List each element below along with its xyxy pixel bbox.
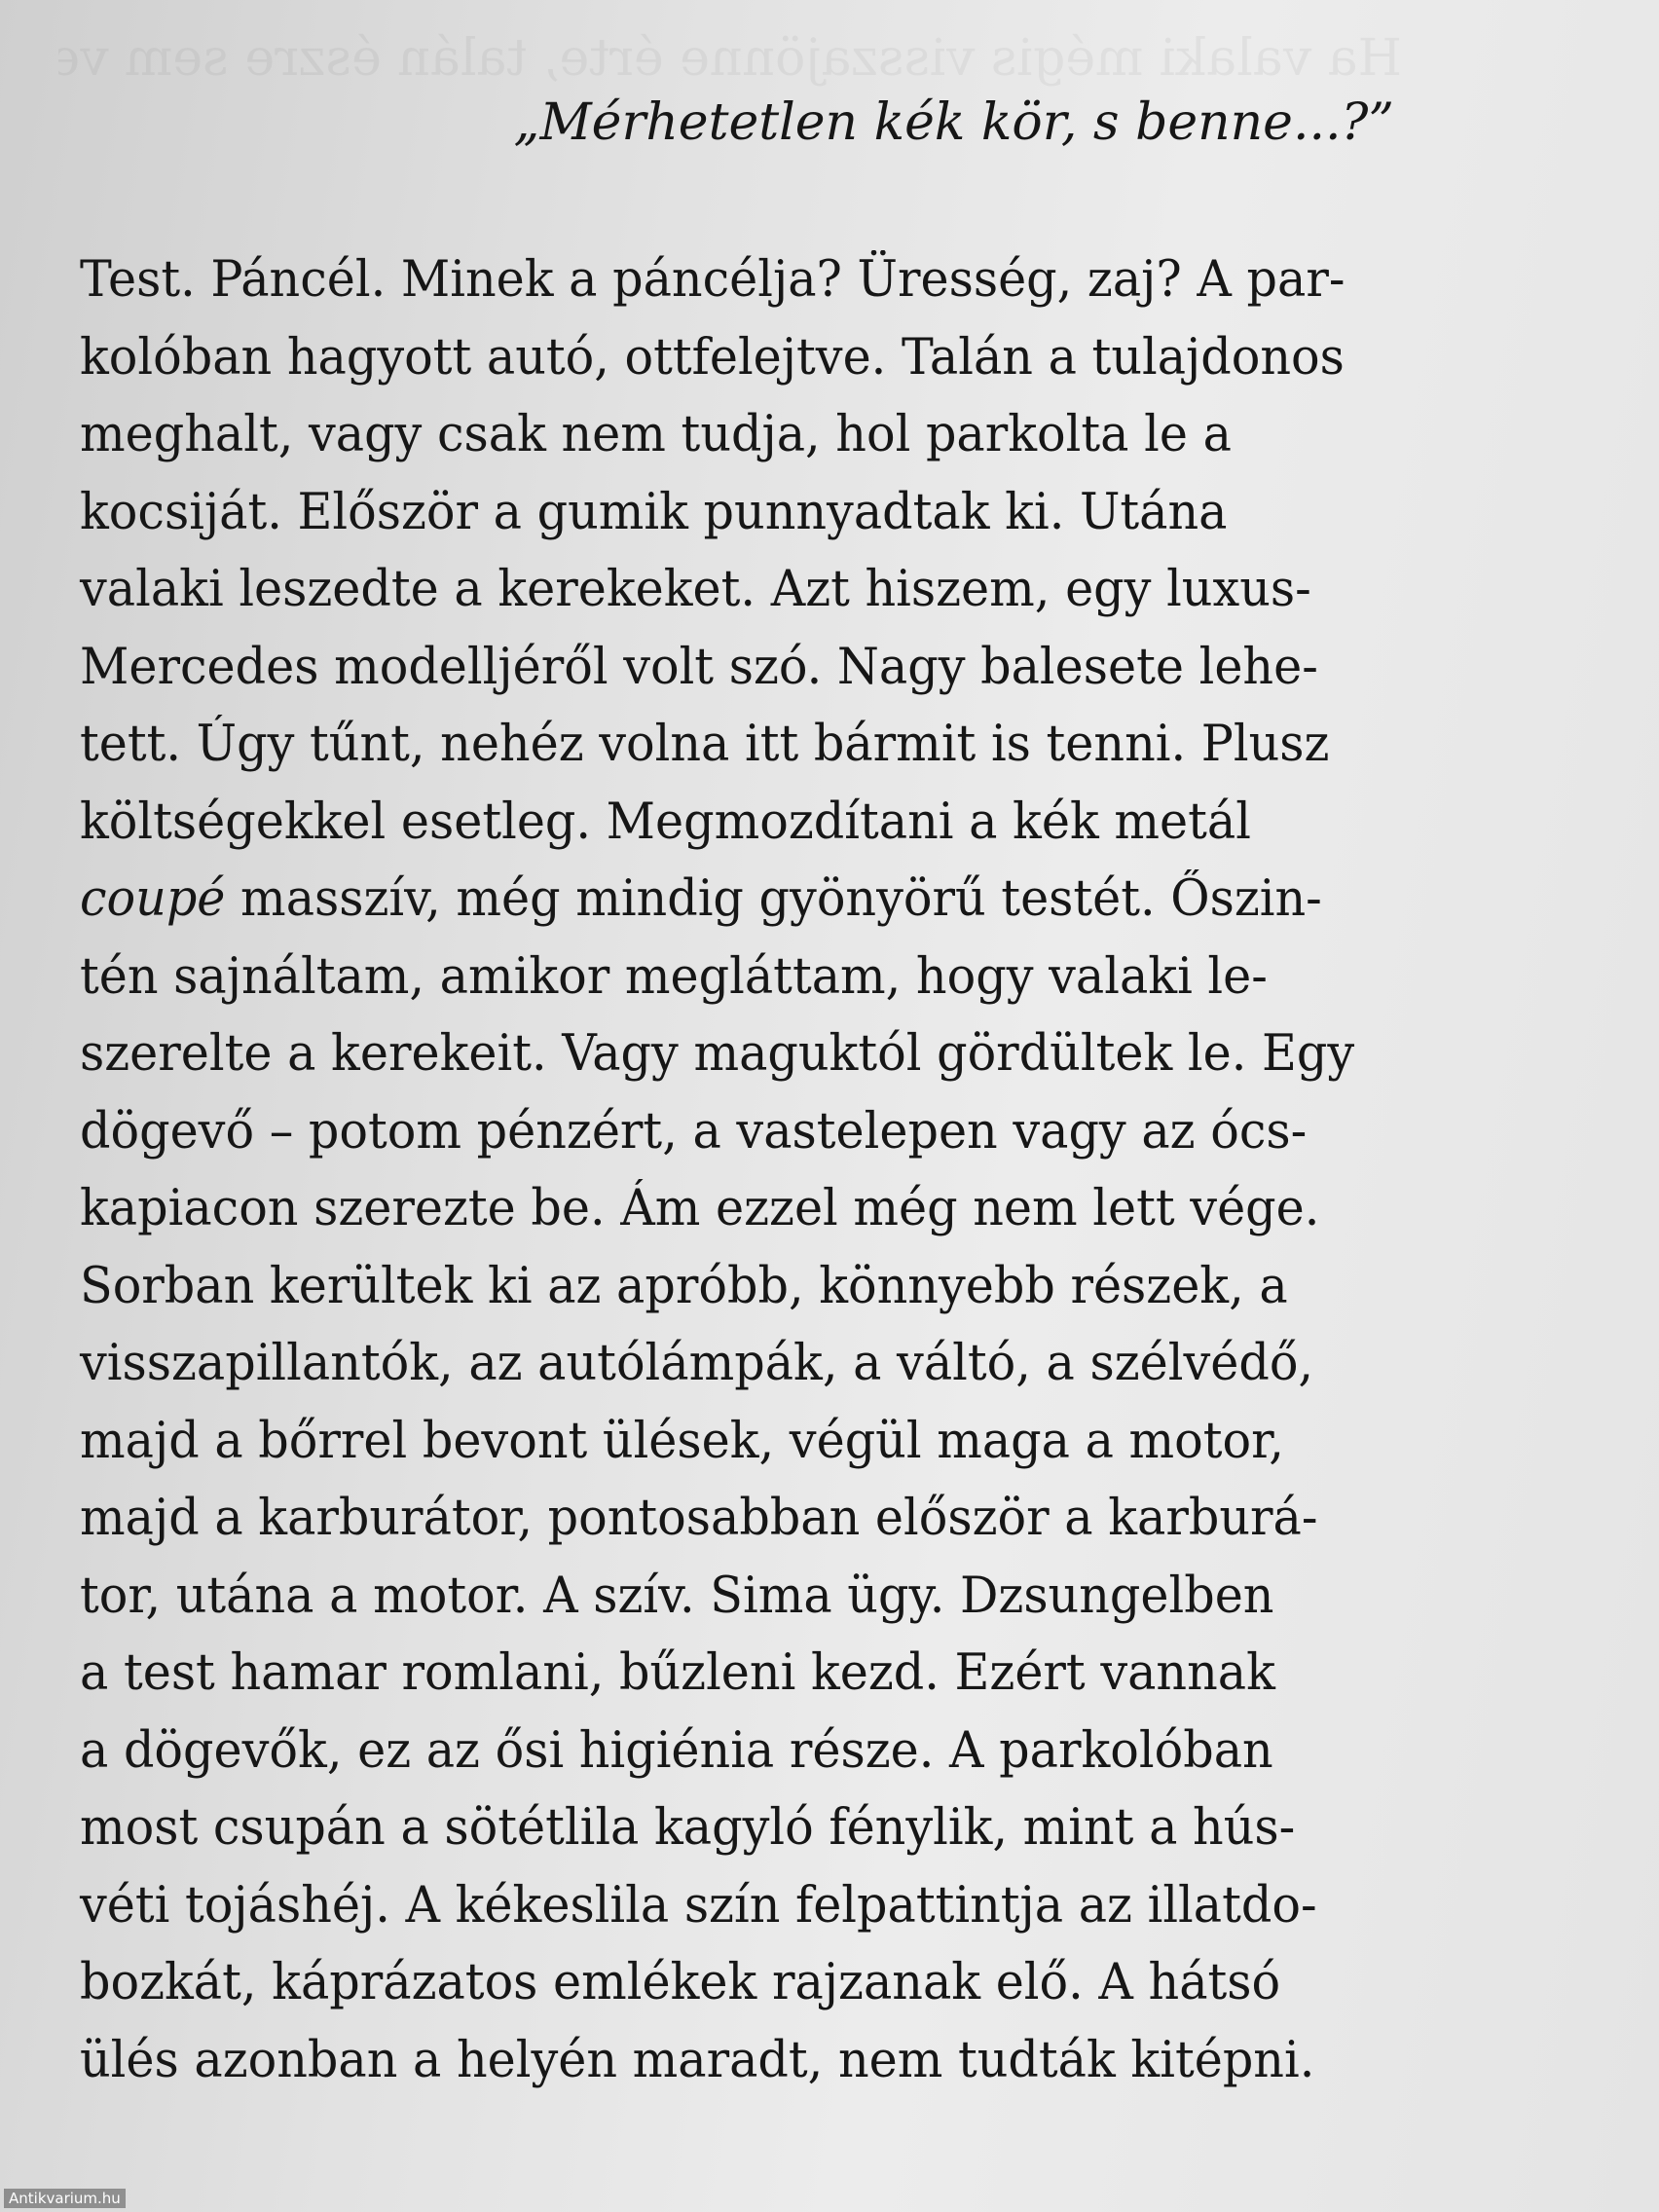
- text-segment: meghalt, vagy csak nem tudja, hol parkolta le a: [80, 406, 1232, 463]
- text-line: [80, 1789, 1394, 1867]
- text-segment: dögevő – potom pénzért, a vastelepen vagy az ócs-: [80, 1102, 1308, 1161]
- text-segment: kapiacon szerezte be. Ám ezzel még nem lett vége.: [80, 1180, 1320, 1237]
- text-line: [80, 1867, 1394, 1945]
- text-segment: most csupán a sötétlila kagyló fénylik, mint a hús-: [80, 1799, 1296, 1857]
- text-line: [80, 784, 1394, 862]
- text-segment: véti tojáshéj. A kékeslila szín felpattintja az illatdo-: [80, 1876, 1317, 1935]
- text-line: [80, 1558, 1394, 1636]
- text-line: [80, 1015, 1394, 1093]
- text-line: [80, 861, 1394, 939]
- text-line: [80, 319, 1394, 397]
- text-segment: valaki leszedte a kerekeket. Azt hiszem, egy luxus-: [80, 561, 1311, 618]
- text-segment: kolóban hagyott autó, ottfelejtve. Talán a tulajdonos: [80, 328, 1345, 387]
- text-line: [80, 1248, 1394, 1326]
- text-segment: tor, utána a motor. A szív. Sima ügy. Dzsungelben: [80, 1567, 1274, 1625]
- text-line: [80, 241, 1394, 319]
- text-segment: Sorban kerültek ki az apróbb, könnyebb részek, a: [80, 1257, 1288, 1315]
- chapter-heading: „Mérhetetlen kék kör, s benne...?”: [513, 93, 1394, 152]
- text-segment: Test. Páncél. Minek a páncélja? Üresség, zaj? A par-: [80, 251, 1346, 309]
- text-line: [80, 1170, 1394, 1248]
- text-line: [80, 1325, 1394, 1403]
- text-line: [80, 396, 1394, 474]
- text-segment: majd a karburátor, pontosabban először a karburá-: [80, 1490, 1318, 1547]
- text-segment: tén sajnáltam, amikor megláttam, hogy valaki le-: [80, 947, 1268, 1006]
- text-line: [80, 474, 1394, 552]
- italic-word: coupé: [80, 870, 226, 928]
- text-segment: Mercedes modelljéről volt szó. Nagy balesete lehe-: [80, 638, 1318, 696]
- text-segment: bozkát, káprázatos emlékek rajzanak elő. A hátsó: [80, 1954, 1281, 2011]
- text-segment: masszív, még mindig gyönyörű testét. Őszin-: [225, 870, 1322, 928]
- text-line: [80, 1403, 1394, 1481]
- body-text: [80, 241, 1443, 2099]
- text-line: [80, 1713, 1394, 1790]
- text-segment: tett. Úgy tűnt, nehéz volna itt bármit is tenni. Plusz: [80, 716, 1330, 773]
- text-line: [80, 1635, 1394, 1713]
- text-line: [80, 1944, 1394, 2022]
- text-segment: a dögevők, ez az ősi higiénia része. A parkolóban: [80, 1721, 1273, 1780]
- text-line: [80, 551, 1394, 629]
- text-segment: visszapillantók, az autólámpák, a váltó, a szélvédő,: [80, 1335, 1314, 1392]
- text-line: [80, 939, 1394, 1016]
- watermark-logo: Antikvarium.hu: [4, 2189, 126, 2208]
- text-segment: kocsiját. Először a gumik punnyadtak ki. Utána: [80, 483, 1228, 541]
- text-segment: majd a bőrrel bevont ülések, végül maga a motor,: [80, 1412, 1284, 1470]
- text-segment: ülés azonban a helyén maradt, nem tudták kitépni.: [80, 2031, 1315, 2089]
- text-line: [80, 706, 1394, 784]
- text-line: [80, 1093, 1394, 1171]
- text-line: [80, 629, 1394, 707]
- text-segment: szerelte a kerekeit. Vagy maguktól gördültek le. Egy: [80, 1025, 1355, 1083]
- text-line: [80, 2022, 1394, 2100]
- text-segment: a test hamar romlani, bűzleni kezd. Ezért vannak: [80, 1644, 1275, 1702]
- text-segment: költségekkel esetleg. Megmozdítani a kék metál: [80, 793, 1251, 851]
- text-line: [80, 1480, 1394, 1558]
